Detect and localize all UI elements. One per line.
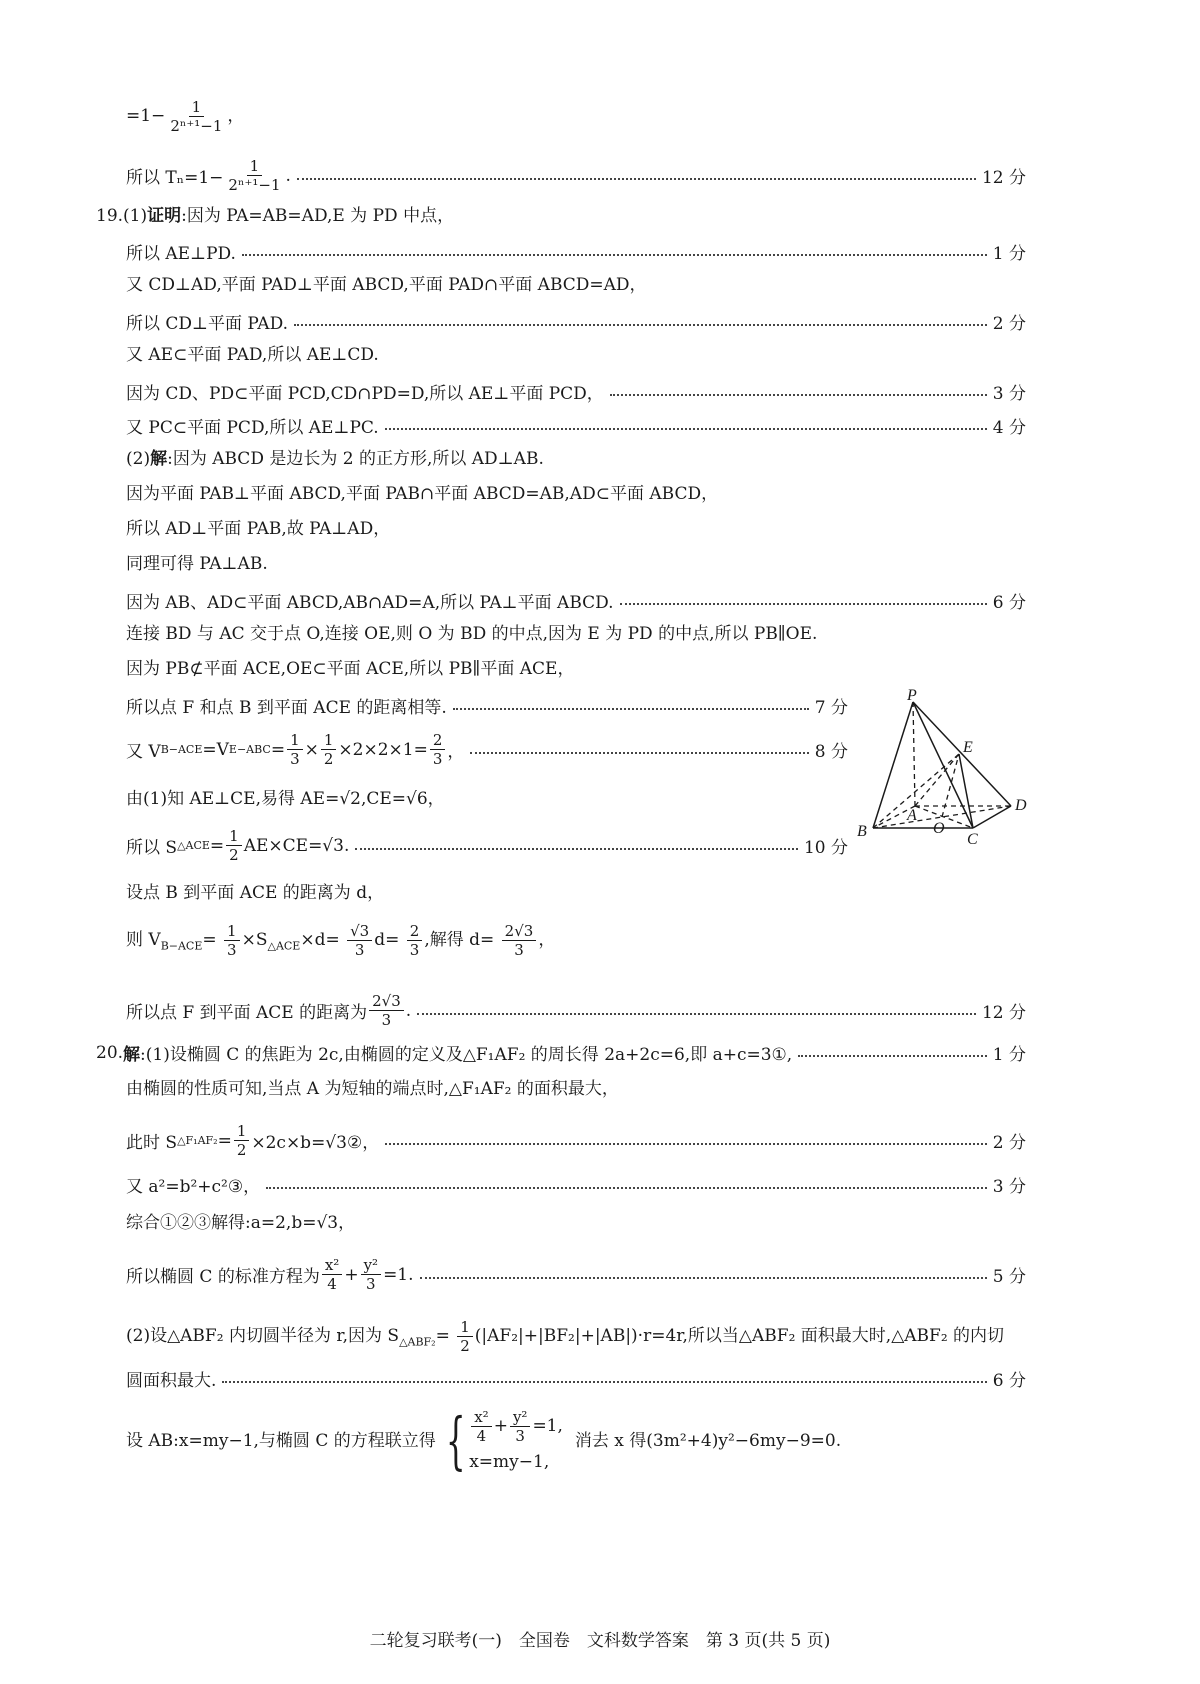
dot-leader <box>417 1013 976 1015</box>
fraction: $\frac{√3}{3}$ <box>347 922 372 959</box>
dot-leader <box>420 1277 987 1279</box>
label-O: O <box>933 820 945 837</box>
scored-line: 因为 CD、PD⊂平面 PCD,CD∩PD=D,所以 AE⊥平面 PCD， 3 分 <box>126 379 1026 404</box>
fraction: $\frac{2}{3}$ <box>407 922 423 959</box>
dot-leader <box>385 428 987 430</box>
scored-line: 所以点 F 到平面 ACE 的距离为 $\frac{2√3}{3}$ . 12 分 <box>126 992 1026 1029</box>
equation-text: 所以 Tₙ=1− <box>126 168 224 188</box>
system-line: 设 AB:x=my−1,与椭圆 C 的方程联立得 { $\frac{\text{x²}}{4}$ + $\frac{\text{y²}}{3}$ =1, x=my−1, 消去 x 得(3m²+4)y²−6my−9=0. <box>126 1403 842 1477</box>
segment-EC <box>959 754 973 828</box>
part-2-header: (2)解:因为 ABCD 是边长为 2 的正方形,所以 AD⊥AB. <box>126 449 544 469</box>
text-line: 因为 PB⊄平面 ACE,OE⊂平面 ACE,所以 PB∥平面 ACE， <box>126 659 575 679</box>
equation-line: =1− $\frac{1}{\text{2ⁿ⁺¹−1}}$ ， <box>126 98 245 135</box>
dot-leader <box>385 1143 987 1145</box>
text-line: 由(1)知 AE⊥CE,易得 AE=√2,CE=√6， <box>126 789 445 809</box>
fraction: $\frac{\text{y²}}{3}$ <box>361 1256 382 1293</box>
score-label: 3 分 <box>992 384 1026 404</box>
scored-line: 所以 Tₙ=1− $\frac{1}{\text{2ⁿ⁺¹−1}}$ . 12 分 <box>126 157 1026 194</box>
text-line: 设点 B 到平面 ACE 的距离为 d， <box>126 883 385 903</box>
dot-leader <box>222 1381 986 1383</box>
scored-line: 又 PC⊂平面 PCD,所以 AE⊥PC. 4 分 <box>126 413 1026 438</box>
edge-PA <box>913 702 915 806</box>
scored-line: 圆面积最大. 6 分 <box>126 1366 1026 1391</box>
score-label: 1 分 <box>992 244 1026 264</box>
score-label: 12 分 <box>981 168 1026 188</box>
score-label: 6 分 <box>992 1371 1026 1391</box>
fraction: $\frac{2√3}{3}$ <box>369 992 404 1029</box>
score-label: 2 分 <box>992 1133 1026 1153</box>
score-label: 6 分 <box>992 593 1026 613</box>
text-line: 又 CD⊥AD,平面 PAD⊥平面 ABCD,平面 PAD∩平面 ABCD=AD， <box>126 275 647 295</box>
score-label: 2 分 <box>992 314 1026 334</box>
page-footer: 二轮复习联考(一) 全国卷 文科数学答案 第 3 页(共 5 页) <box>369 1631 831 1651</box>
scored-line: 因为 AB、AD⊂平面 ABCD,AB∩AD=A,所以 PA⊥平面 ABCD. 6 分 <box>126 588 1026 613</box>
score-label: 8 分 <box>814 742 848 762</box>
pyramid-figure <box>855 688 1045 858</box>
score-label: 5 分 <box>992 1267 1026 1287</box>
brace-symbol: { <box>445 1403 466 1477</box>
scored-line: 所以 S △ACE = $\frac{1}{2}$ AE×CE=√3. 10 分 <box>126 827 848 864</box>
text-line: 连接 BD 与 AC 交于点 O,连接 OE,则 O 为 BD 的中点,因为 E 为 PD 的中点,所以 PB∥OE. <box>126 624 818 644</box>
score-label: 7 分 <box>814 698 848 718</box>
text-line: 同理可得 PA⊥AB. <box>126 554 268 574</box>
fraction: $\frac{1}{2}$ <box>234 1122 250 1159</box>
text-line: 因为平面 PAB⊥平面 ABCD,平面 PAB∩平面 ABCD=AB,AD⊂平面 ABCD， <box>126 484 719 504</box>
scored-line: 又 a²=b²+c²③， 3 分 <box>126 1172 1026 1197</box>
score-label: 10 分 <box>803 838 848 858</box>
fraction: $\frac{2√3}{3}$ <box>502 922 537 959</box>
text-line: 所以 AD⊥平面 PAB,故 PA⊥AD， <box>126 519 391 539</box>
dot-leader <box>355 848 798 850</box>
fraction: $\frac{\text{x²}}{4}$ <box>322 1256 342 1293</box>
dot-leader <box>620 603 987 605</box>
label-P: P <box>907 688 917 704</box>
dot-leader <box>297 178 976 180</box>
label-C: C <box>967 831 978 848</box>
label-A: A <box>907 807 917 824</box>
scored-line: 此时 S △F₁AF₂ = $\frac{1}{2}$ ×2c×b=√3②， 2 分 <box>126 1122 1026 1159</box>
equation-system: { $\frac{\text{x²}}{4}$ + $\frac{\text{y²}}{3}$ =1, x=my−1, <box>445 1403 563 1477</box>
equation-line: 则 $V_{B-ACE}=$ $\frac{1}{3}$ $\times S_{\triangle ACE}\times d=$ $\frac{√3}{3}$ d= $\frac{2}{3}$ ,解得 d= $\frac{2√3}{3}$ ， <box>126 922 556 959</box>
dot-leader <box>610 394 987 396</box>
equation-text: =1− <box>126 106 166 126</box>
dot-leader <box>294 324 987 326</box>
scored-line: 又 V B−ACE =V E−ABC = $\frac{1}{3}$ × $\frac{1}{2}$ ×2×2×1= $\frac{2}{3}$ ， 8 分 <box>126 731 848 768</box>
fraction: $\frac{2}{3}$ <box>430 731 446 768</box>
scored-line: 所以椭圆 C 的标准方程为 $\frac{\text{x²}}{4}$ + $\frac{\text{y²}}{3}$ =1. 5 分 <box>126 1256 1026 1293</box>
fraction: $\frac{1}{3}$ <box>224 922 240 959</box>
scored-line: 所以点 F 和点 B 到平面 ACE 的距离相等. 7 分 <box>126 693 848 718</box>
score-label: 1 分 <box>992 1045 1026 1065</box>
fraction: $\frac{1}{3}$ <box>287 731 303 768</box>
fraction: $\frac{1}{\text{2ⁿ⁺¹−1}}$ <box>170 98 223 135</box>
label-D: D <box>1015 797 1027 814</box>
fraction: $\frac{1}{\text{2ⁿ⁺¹−1}}$ <box>228 157 281 194</box>
fraction: $\frac{1}{2}$ <box>321 731 337 768</box>
score-label: 12 分 <box>981 1003 1026 1023</box>
fraction: $\frac{1}{2}$ <box>457 1318 473 1355</box>
fraction: $\frac{\text{x²}}{4}$ <box>471 1408 491 1445</box>
dot-leader <box>266 1187 987 1189</box>
dot-leader <box>453 708 809 710</box>
fraction: $\frac{1}{2}$ <box>226 827 242 864</box>
dot-leader <box>470 752 808 754</box>
dot-leader <box>798 1055 987 1057</box>
equation-line: (2)设△ABF₂ 内切圆半径为 r,因为 $S_{\triangle ABF_2}=$ $\frac{1}{2}$ (|AF₂|+|BF₂|+|AB|)·r=4r,所以当△ABF₂ 面积最大时,△ABF₂ 的内切 <box>126 1318 1005 1355</box>
label-E: E <box>963 739 973 756</box>
question-20-header: 20. 解 :(1)设椭圆 C 的焦距为 2c,由椭圆的定义及△F₁AF₂ 的周长得 2a+2c=6,即 a+c=3①, 1 分 <box>96 1040 1026 1065</box>
dot-leader <box>242 254 987 256</box>
text-line: 又 AE⊂平面 PAD,所以 AE⊥CD. <box>126 345 379 365</box>
score-label: 3 分 <box>992 1177 1026 1197</box>
score-label: 4 分 <box>992 418 1026 438</box>
edge-PC <box>913 702 973 828</box>
label-B: B <box>857 823 867 840</box>
text-line: 综合①②③解得:a=2,b=√3， <box>126 1213 356 1233</box>
scored-line: 所以 CD⊥平面 PAD. 2 分 <box>126 309 1026 334</box>
text-line: 由椭圆的性质可知,当点 A 为短轴的端点时,△F₁AF₂ 的面积最大， <box>126 1079 619 1099</box>
scored-line: 所以 AE⊥PD. 1 分 <box>126 239 1026 264</box>
fraction: $\frac{\text{y²}}{3}$ <box>510 1408 531 1445</box>
question-19-header: 19.(1)证明:因为 PA=AB=AD,E 为 PD 中点， <box>96 206 455 226</box>
